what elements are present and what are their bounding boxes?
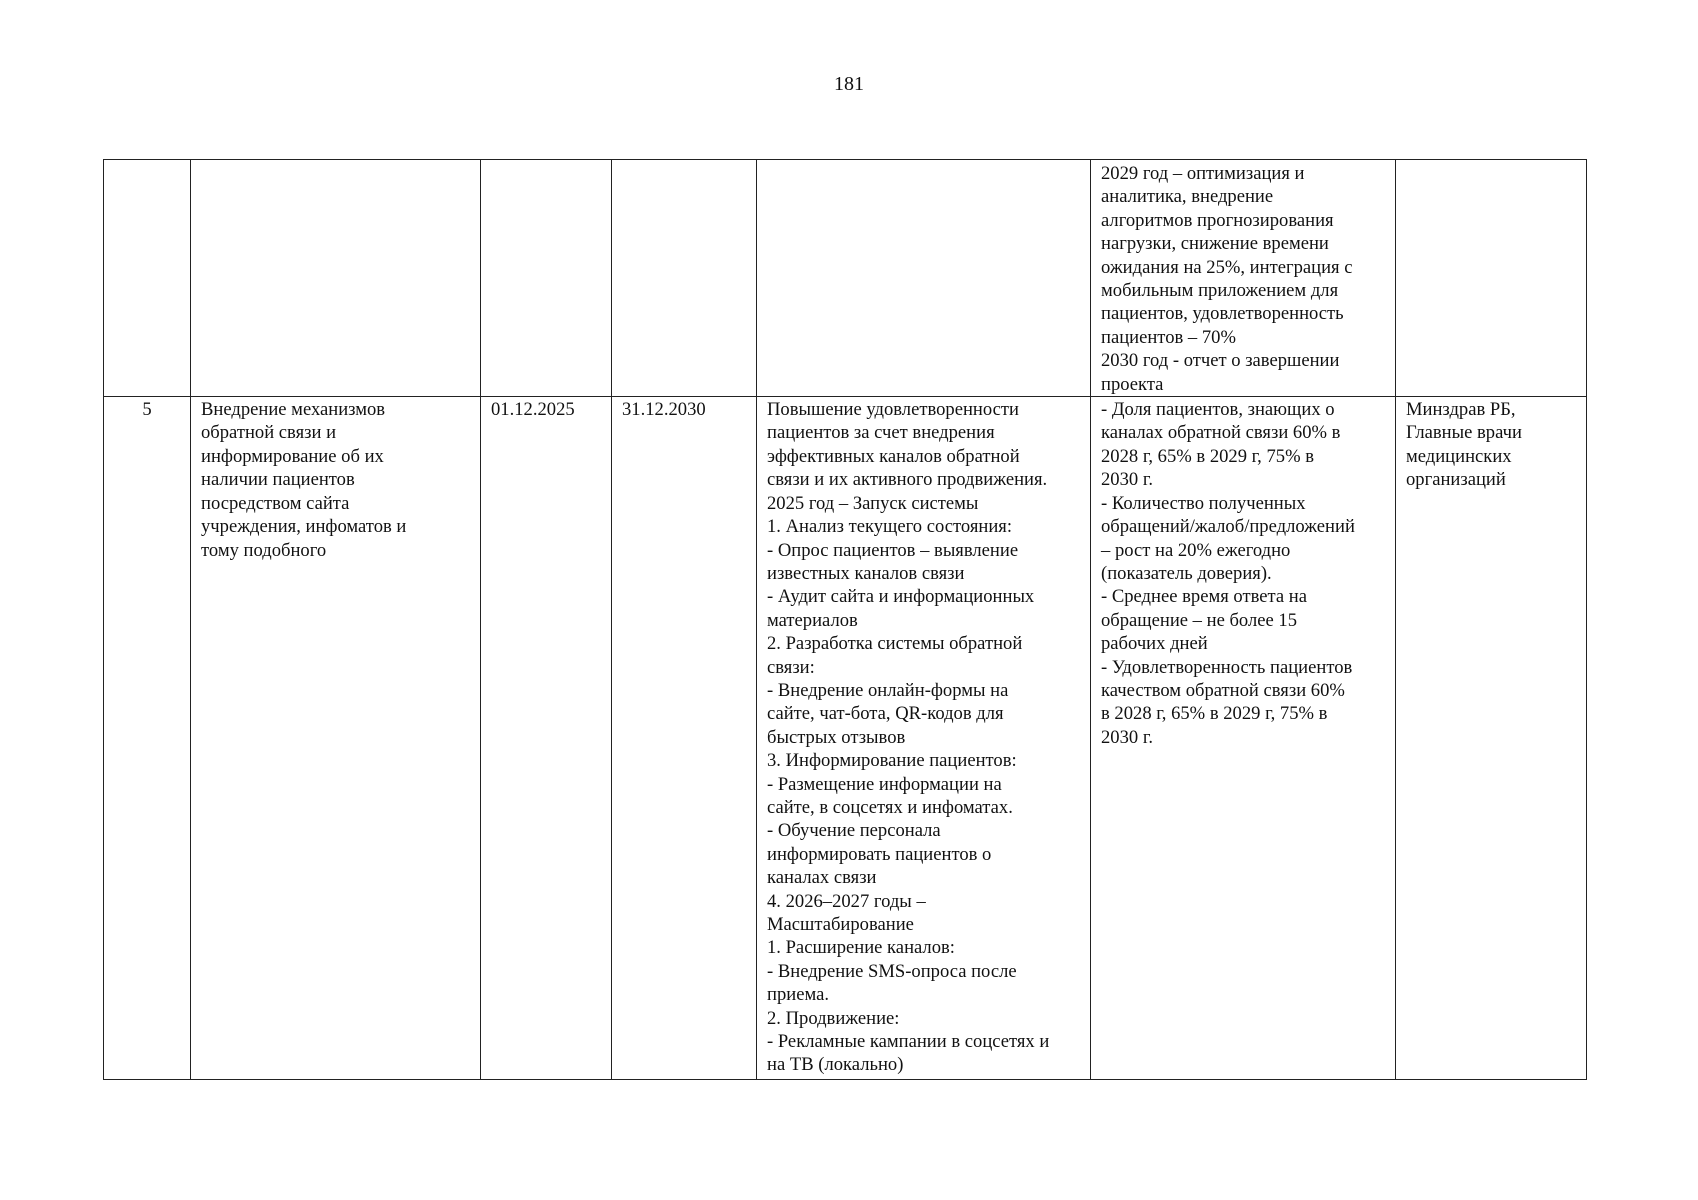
page-number: 181 [834,73,864,95]
cell-activity: Внедрение механизмов обратной связи и информирование об их наличии пациентов посредством сайта учреждения, инфоматов и тому подобного [191,397,481,1080]
cell-responsible [1396,160,1587,397]
cell-activity [191,160,481,397]
cell-end-date [612,160,757,397]
cell-start-date [481,160,612,397]
cell-indicators: - Доля пациентов, знающих о каналах обратной связи 60% в 2028 г, 65% в 2029 г, 75% в 2030 г. - Количество полученных обращений/жалоб/предложений – рост на 20% ежегодно (показатель доверия). - Среднее время ответа на обращение – не более 15 рабочих дней - Удовлетворенность пациентов качеством обратной связи 60% в 2028 г, 65% в 2029 г, 75% в 2030 г. [1091,397,1396,1080]
cell-description [757,160,1091,397]
cell-indicators: 2029 год – оптимизация и аналитика, внедрение алгоритмов прогнозирования нагрузки, снижение времени ожидания на 25%, интеграция с мобильным приложением для пациентов, удовлетворенность пациентов – 70% 2030 год - отчет о завершении проекта [1091,160,1396,397]
cell-responsible: Минздрав РБ, Главные врачи медицинских организаций [1396,397,1587,1080]
cell-number: 5 [104,397,191,1080]
cell-description: Повышение удовлетворенности пациентов за счет внедрения эффективных каналов обратной связи и их активного продвижения. 2025 год – Запуск системы 1. Анализ текущего состояния: - Опрос пациентов – выявление известных каналов связи - Аудит сайта и информационных материалов 2. Разработка системы обратной связи: - Внедрение онлайн-формы на сайте, чат-бота, QR-кодов для быстрых отзывов 3. Информирование пациентов: - Размещение информации на сайте, в соцсетях и инфоматах. - Обучение персонала информировать пациентов о каналах связи 4. 2026–2027 годы – Масштабирование 1. Расширение каналов: - Внедрение SMS-опроса после приема. 2. Продвижение: - Рекламные кампании в соцсетях и на ТВ (локально) [757,397,1091,1080]
plan-table [103,159,1587,1080]
cell-end-date: 31.12.2030 [612,397,757,1080]
cell-number [104,160,191,397]
table-row-continuation [104,160,1587,397]
table-row-item-5 [104,397,1587,1080]
cell-start-date: 01.12.2025 [481,397,612,1080]
